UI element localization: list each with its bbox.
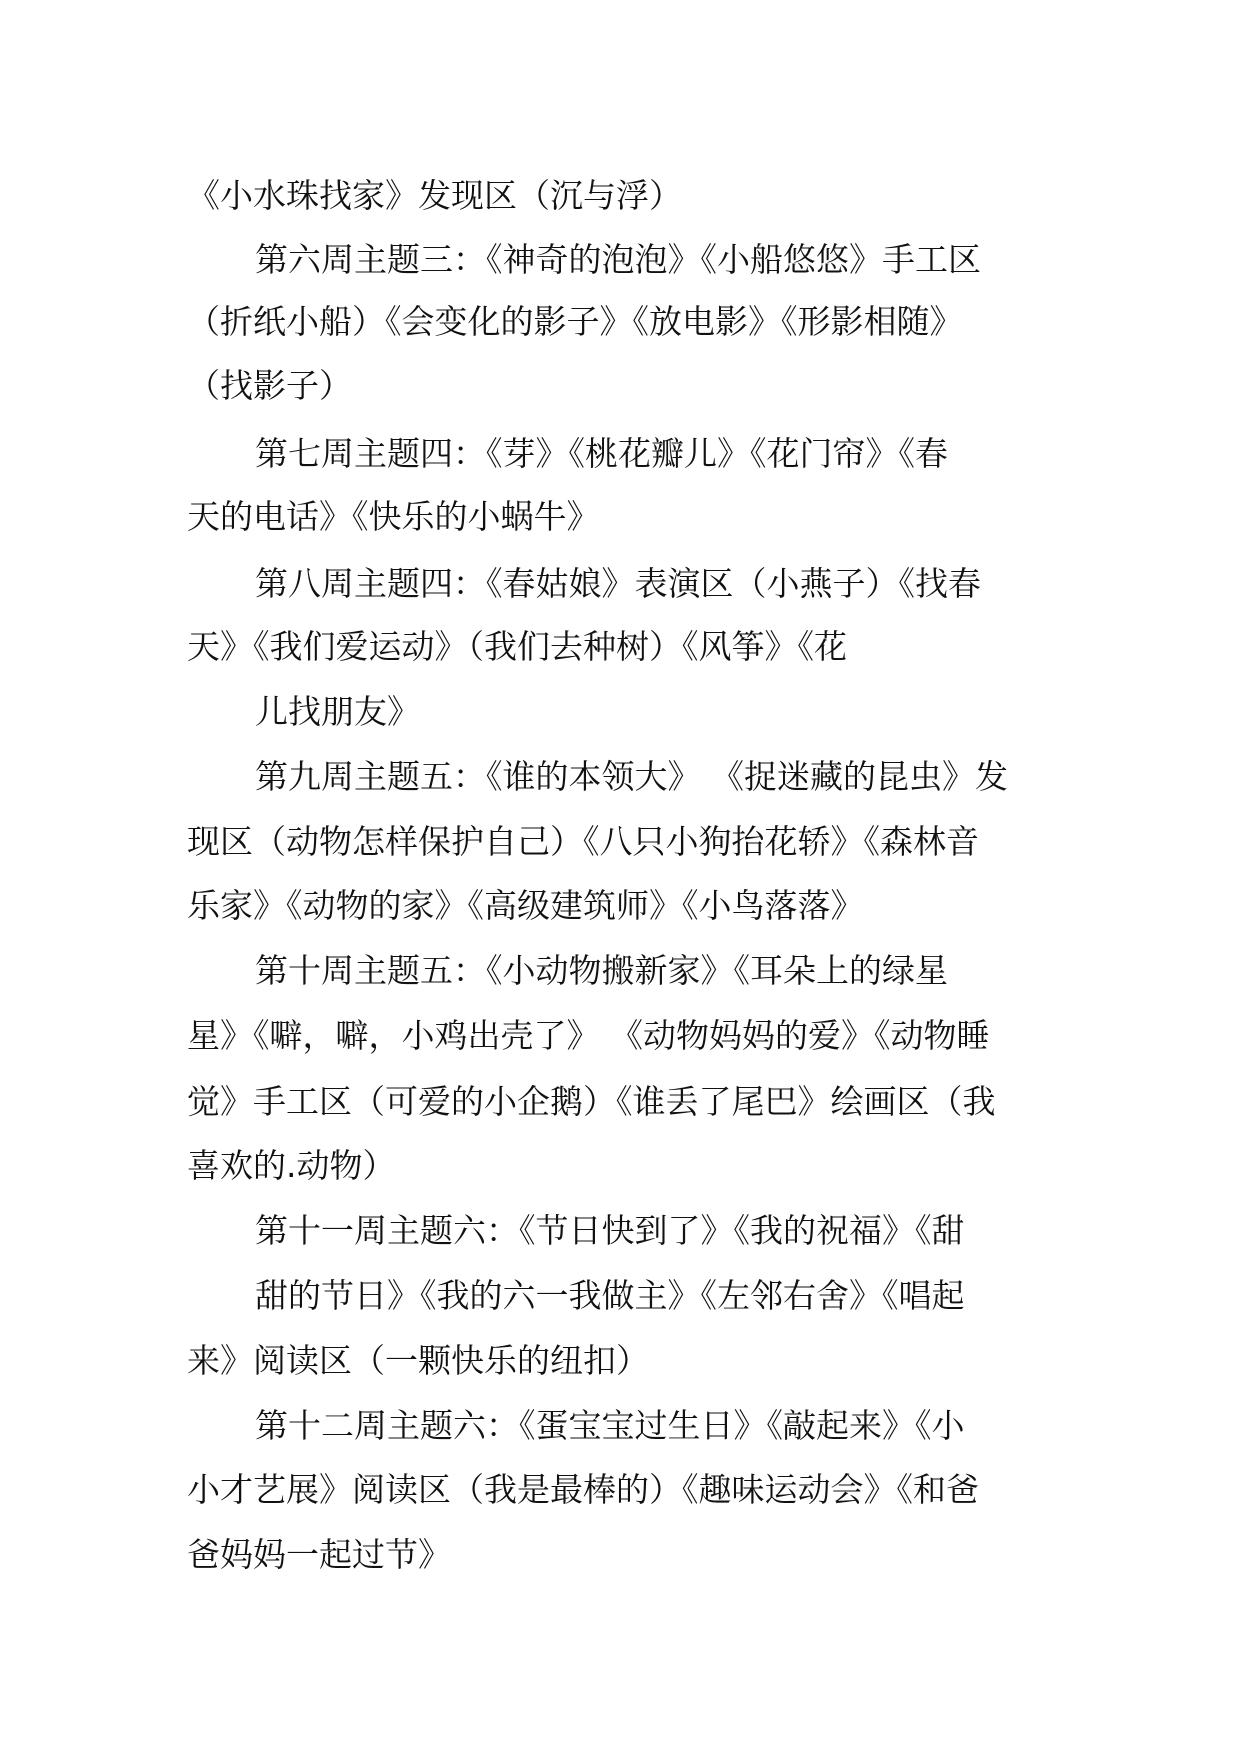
text-line: 甜的节日》《我的六一我做主》《左邻右舍》《唱起 [255, 1276, 965, 1315]
text-line: 《小水珠找家》发现区（沉与浮） [187, 176, 682, 215]
text-line: 觉》手工区（可爱的小企鹅）《谁丢了尾巴》绘画区（我 [187, 1082, 996, 1121]
text-line: （折纸小船）《会变化的影子》《放电影》《形影相随》 [187, 302, 963, 341]
text-line: 星》《噼，噼，小鸡出壳了》 《动物妈妈的爱》《动物睡 [187, 1016, 990, 1055]
text-line: 第八周主题四：《春姑娘》表演区（小燕子）《找春 [255, 564, 981, 603]
text-line: 来》阅读区（一颗快乐的纽扣） [187, 1341, 649, 1380]
text-line: 第十周主题五：《小动物搬新家》《耳朵上的绿星 [255, 951, 948, 990]
text-line: 第九周主题五：《谁的本领大》 《捉迷藏的昆虫》发 [255, 757, 1008, 796]
text-line: 乐家》《动物的家》《高级建筑师》《小鸟落落》 [187, 886, 864, 925]
text-line: 喜欢的.动物） [187, 1146, 396, 1185]
text-line: 第十二周主题六：《蛋宝宝过生日》《敲起来》《小 [255, 1406, 965, 1445]
text-line: 天》《我们爱运动》（我们去种树）《风筝》《花 [187, 627, 847, 666]
text-line: 天的电话》《快乐的小蜗牛》 [187, 497, 600, 536]
text-line: 现区（动物怎样保护自己）《八只小狗抬花轿》《森林音 [187, 822, 979, 861]
text-line: 小才艺展》阅读区（我是最棒的）《趣味运动会》《和爸 [187, 1470, 979, 1509]
text-line: （找影子） [187, 366, 352, 405]
text-line: 儿找朋友》 [255, 692, 420, 731]
text-line: 第六周主题三：《神奇的泡泡》《小船悠悠》手工区 [255, 240, 981, 279]
text-line: 第十一周主题六：《节日快到了》《我的祝福》《甜 [255, 1211, 965, 1250]
text-line: 第七周主题四：《芽》《桃花瓣儿》《花门帘》《春 [255, 434, 948, 473]
text-line: 爸妈妈一起过节》 [187, 1535, 451, 1574]
